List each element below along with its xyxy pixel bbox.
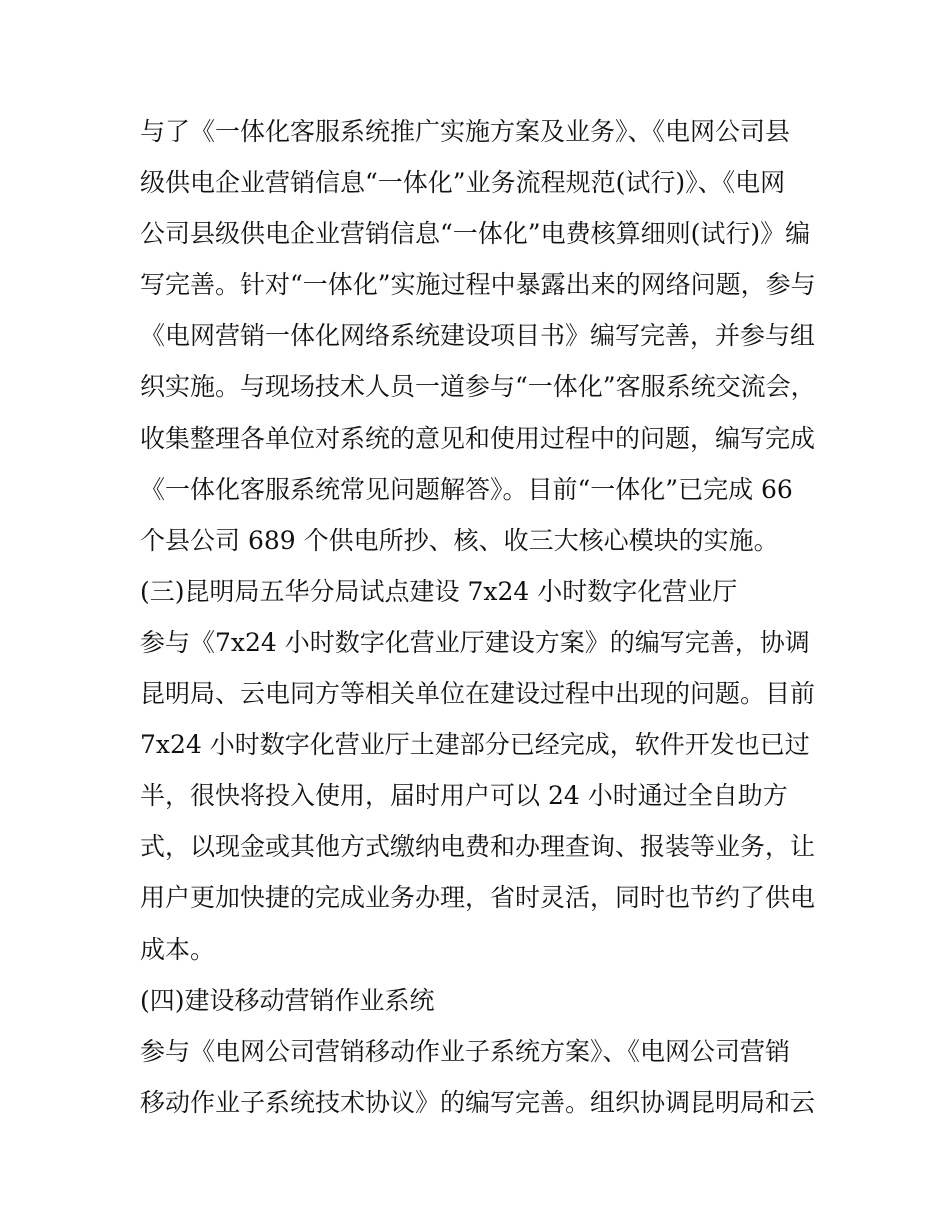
text-line: 公司县级供电企业营销信息“一体化”电费核算细则(试行)》编 [140, 219, 811, 249]
text-line: 《电网营销一体化网络系统建设项目书》编写完善，并参与组 [140, 321, 816, 351]
text-line: 织实施。与现场技术人员一道参与“一体化”客服系统交流会， [140, 372, 816, 402]
text-line: 参与《7x24 小时数字化营业厅建设方案》的编写完善，协调 [140, 627, 810, 657]
text-line: 用户更加快捷的完成业务办理，省时灵活，同时也节约了供电 [140, 883, 816, 913]
text-line: 写完善。针对“一体化”实施过程中暴露出来的网络问题，参与 [140, 270, 816, 300]
text-line: 级供电企业营销信息“一体化”业务流程规范(试行)》、《电网 [140, 168, 786, 198]
text-line: 个县公司 689 个供电所抄、核、收三大核心模块的实施。 [140, 525, 779, 555]
text-line: 7x24 小时数字化营业厅土建部分已经完成，软件开发也已过 [140, 730, 810, 760]
text-line: 收集整理各单位对系统的意见和使用过程中的问题，编写完成 [140, 423, 816, 453]
text-line: 与了《一体化客服系统推广实施方案及业务》、《电网公司县 [140, 117, 791, 146]
text-line: 《一体化客服系统常见问题解答》。目前“一体化”已完成 66 [140, 474, 793, 504]
text-line: 昆明局、云电同方等相关单位在建设过程中出现的问题。目前 [140, 679, 816, 709]
section-heading: (三)昆明局五华分局试点建设 7x24 小时数字化营业厅 [140, 576, 738, 606]
text-line: 式，以现金或其他方式缴纳电费和办理查询、报装等业务，让 [140, 832, 816, 862]
text-line: 半，很快将投入使用，届时用户可以 24 小时通过全自助方 [140, 781, 788, 811]
body-text [140, 106, 830, 1128]
text-line: 参与《电网公司营销移动作业子系统方案》、《电网公司营销 [140, 1036, 791, 1066]
text-line: 成本。 [140, 934, 216, 964]
section-heading: (四)建设移动营销作业系统 [140, 985, 435, 1015]
text-line: 移动作业子系统技术协议》的编写完善。组织协调昆明局和云 [140, 1087, 816, 1117]
